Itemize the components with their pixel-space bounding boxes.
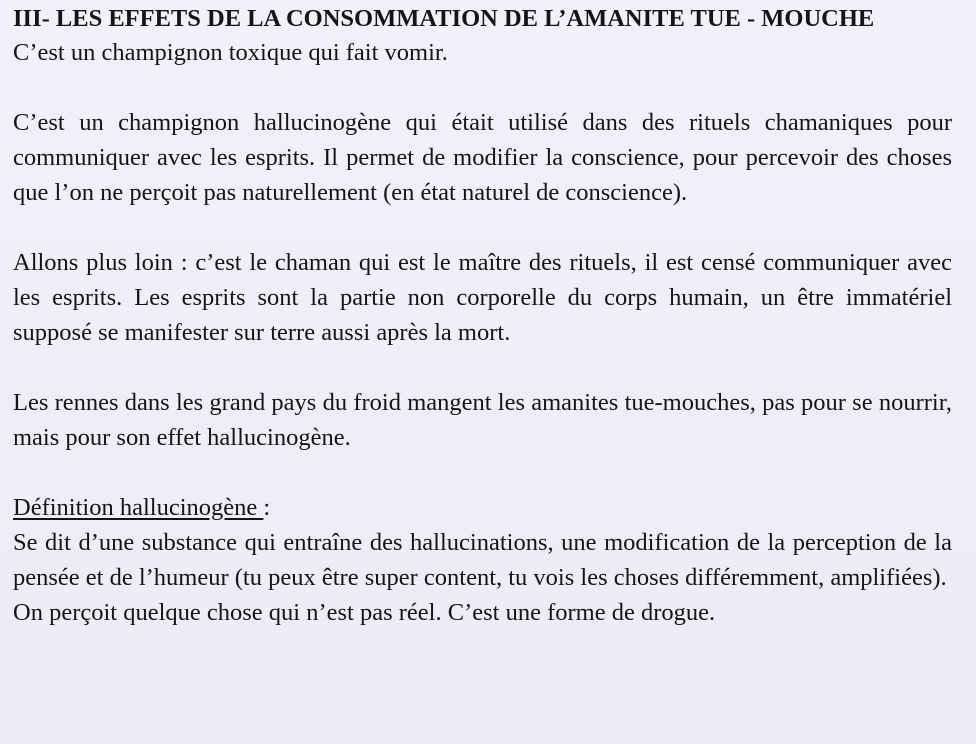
definition-heading-colon: : — [263, 494, 271, 521]
section-title: III- LES EFFETS DE LA CONSOMMATION DE L’AMANITE TUE - MOUCHE — [13, 5, 875, 32]
definition-heading — [13, 490, 952, 525]
paragraph-spacer — [13, 70, 952, 105]
paragraph-spacer — [13, 350, 952, 385]
definition-heading-label: Définition hallucinogène — [13, 494, 264, 521]
definition-last-line: On perçoit quelque chose qui n’est pas réel. C’est une forme de drogue. — [13, 599, 716, 626]
paragraph-spacer — [13, 210, 952, 245]
paragraph-shaman: Allons plus loin : c’est le chaman qui est le maître des rituels, il est censé communiquer avec les esprits. Les esprits sont la partie non corporelle du corps humain, un être immatériel supposé se manifester sur terre aussi après la mort. — [13, 249, 952, 346]
paragraph-spacer — [13, 455, 952, 490]
paragraph-hallucinogenic: C’est un champignon hallucinogène qui était utilisé dans des rituels chamaniques pour communiquer avec les esprits. Il permet de modifier la conscience, pour percevoir des choses que l’on ne perçoit pas naturellement (en état naturel de conscience). — [13, 109, 952, 206]
paragraph-toxic: C’est un champignon toxique qui fait vomir. — [13, 39, 448, 66]
paragraph-reindeer: Les rennes dans les grand pays du froid mangent les amanites tue-mouches, pas pour se nourrir, mais pour son effet hallucinogène. — [13, 389, 952, 451]
definition-body: Se dit d’une substance qui entraîne des hallucinations, une modification de la perception de la pensée et de l’humeur (tu peux être super content, tu vois les choses différemment, amplifiées). — [13, 529, 952, 591]
